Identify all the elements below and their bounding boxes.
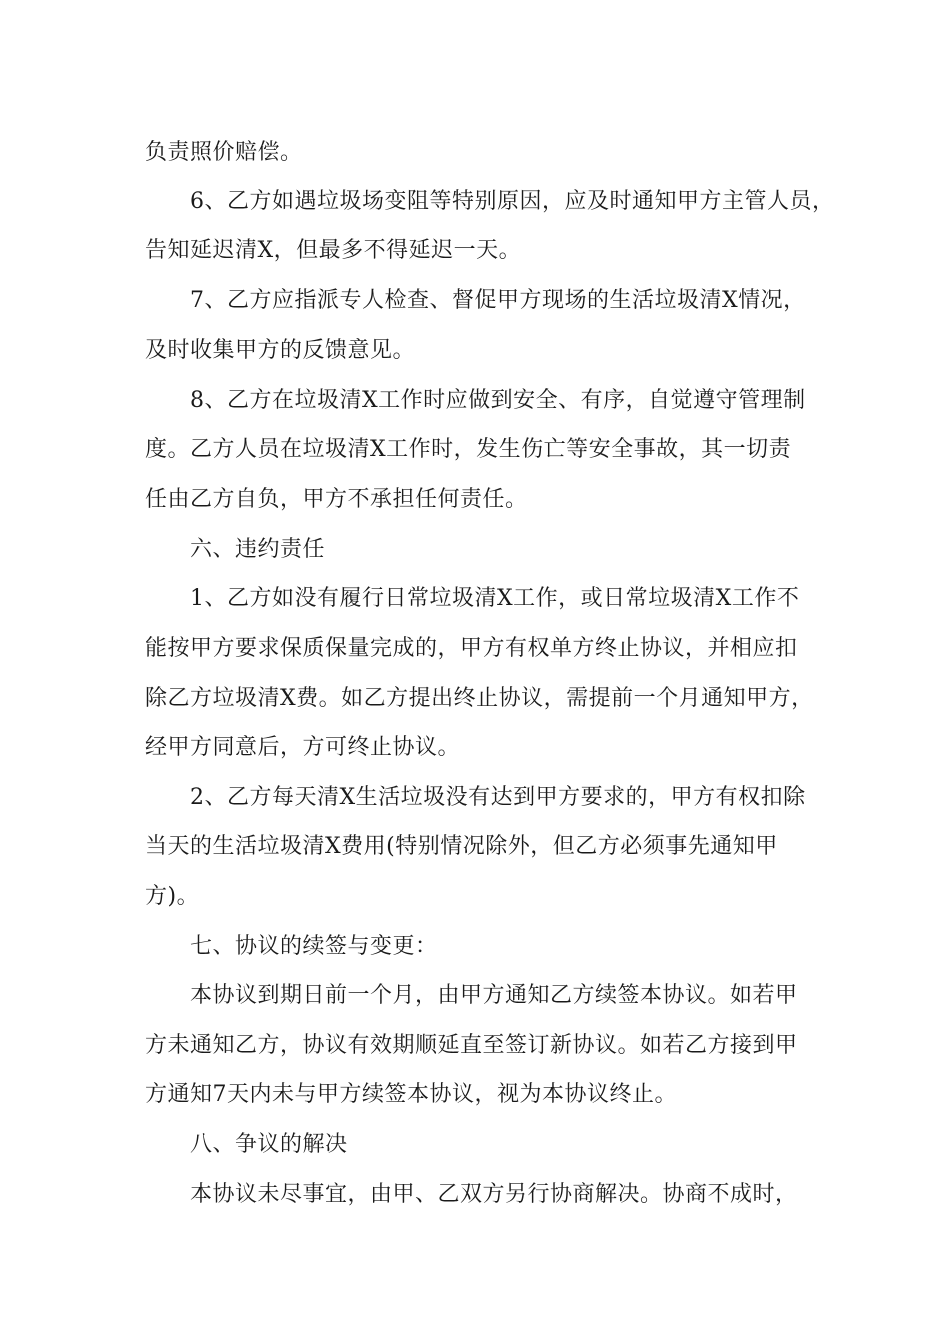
paragraph-line: 方未通知乙方，协议有效期顺延直至签订新协议。如若乙方接到甲 [145, 1033, 798, 1058]
section-heading: 八、争议的解决 [190, 1132, 348, 1157]
paragraph-line: 负责照价赔偿。 [145, 140, 303, 165]
paragraph-line: 6、乙方如遇垃圾场变阻等特别原因，应及时通知甲方主管人员， [190, 189, 835, 214]
paragraph-line: 能按甲方要求保质保量完成的，甲方有权单方终止协议，并相应扣 [145, 636, 798, 661]
paragraph-line: 8、乙方在垃圾清X工作时应做到安全、有序，自觉遵守管理制 [190, 388, 806, 413]
paragraph-line: 任由乙方自负，甲方不承担任何责任。 [145, 487, 528, 512]
paragraph-line: 度。乙方人员在垃圾清X工作时，发生伤亡等安全事故，其一切责 [145, 437, 792, 462]
paragraph-line: 当天的生活垃圾清X费用(特别情况除外，但乙方必须事先通知甲 [145, 834, 778, 859]
paragraph-line: 及时收集甲方的反馈意见。 [145, 338, 416, 363]
paragraph-line: 本协议到期日前一个月，由甲方通知乙方续签本协议。如若甲 [190, 983, 798, 1008]
paragraph-line: 本协议未尽事宜，由甲、乙双方另行协商解决。协商不成时， [190, 1182, 798, 1207]
paragraph-line: 除乙方垃圾清X费。如乙方提出终止协议，需提前一个月通知甲方， [145, 686, 814, 711]
section-heading: 七、协议的续签与变更： [190, 934, 438, 959]
paragraph-line: 方通知7天内未与甲方续签本协议，视为本协议终止。 [145, 1082, 677, 1107]
section-heading: 六、违约责任 [190, 537, 326, 562]
paragraph-line: 2、乙方每天清X生活垃圾没有达到甲方要求的，甲方有权扣除 [190, 785, 806, 810]
paragraph-line: 告知延迟清X，但最多不得延迟一天。 [145, 238, 522, 263]
paragraph-line: 7、乙方应指派专人检查、督促甲方现场的生活垃圾清X情况， [190, 288, 806, 313]
paragraph-line: 1、乙方如没有履行日常垃圾清X工作，或日常垃圾清X工作不 [190, 586, 800, 611]
paragraph-line: 经甲方同意后，方可终止协议。 [145, 735, 461, 760]
paragraph-line: 方)。 [145, 884, 200, 909]
